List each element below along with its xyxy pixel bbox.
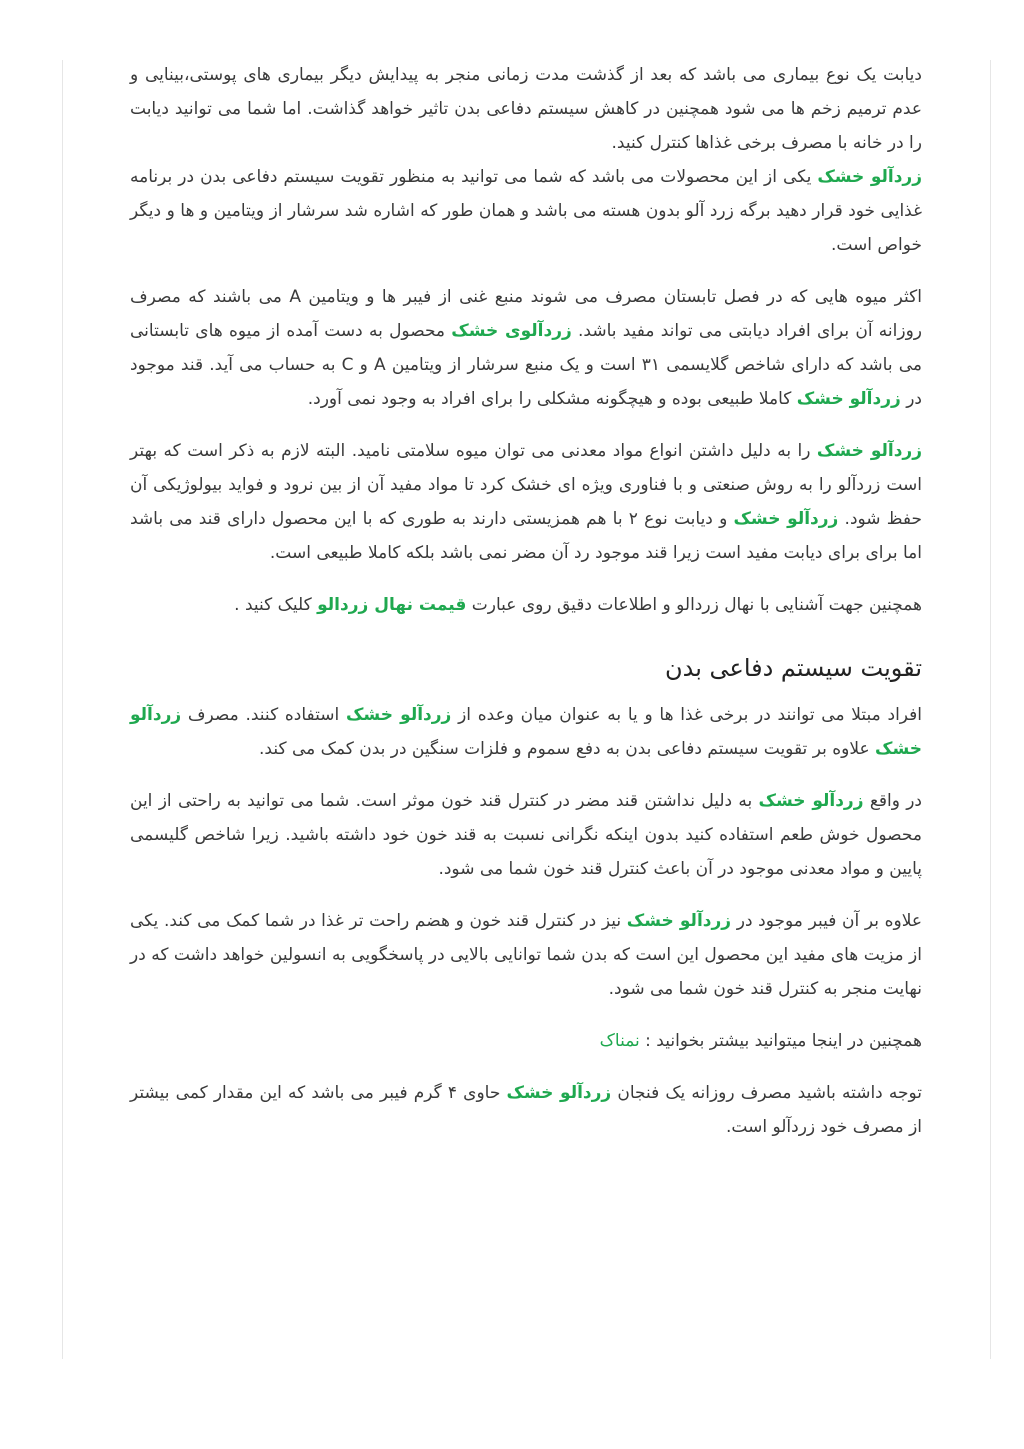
paragraph-text: استفاده کنند. مصرف <box>187 705 340 725</box>
paragraph-read-more <box>130 1024 922 1058</box>
paragraph-text: علاوه بر آن فیبر موجود در <box>736 911 923 931</box>
keyword-highlight: زردآلو خشک <box>345 705 452 725</box>
paragraph-text: علاوه بر تقویت سیستم دفاعی بدن به دفع سموم و فلزات سنگین در بدن کمک می کند. <box>259 739 870 759</box>
paragraph-summer-fruits <box>130 280 922 416</box>
keyword-highlight: زردآلو خشک <box>506 1083 612 1103</box>
paragraph-text: یکی از این محصولات می باشد که شما می توانید به منظور تقویت سیستم دفاعی بدن در برنامه غذایی خود قرار دهید برگه زرد آلو بدون هسته می باشد و همان طور که اشاره شد سرشار از ویتامین و ها و دیگر خواص است. <box>130 167 922 255</box>
paragraph-text: دیابت یک نوع بیماری می باشد که بعد از گذشت مدت زمانی منجر به پیدایش دیگر بیماری های پوستی،بینایی و عدم ترمیم زخم ها می شود همچنین در کاهش سیستم دفاعی بدن تاثیر خواهد گذاشت. اما شما می توانید دیابت را در خانه با مصرف برخی غذاها کنترل کنید. <box>130 65 922 153</box>
keyword-highlight: زردآلوی خشک <box>451 321 572 341</box>
paragraph-text: کلیک کنید . <box>234 595 312 615</box>
paragraph-daily-cup <box>130 1076 922 1144</box>
paragraph-text: همچنین جهت آشنایی با نهال زردالو و اطلاعات دقیق روی عبارت <box>471 595 922 615</box>
content-border-left <box>62 60 63 1359</box>
content-border-right <box>990 60 991 1359</box>
keyword-highlight: زردآلو خشک <box>816 441 922 461</box>
read-more-link[interactable]: نمناک <box>599 1031 640 1051</box>
paragraph-text: توجه داشته باشید مصرف روزانه یک فنجان <box>617 1083 922 1103</box>
keyword-highlight: زردآلو خشک <box>130 705 922 759</box>
paragraph-text: را به دلیل داشتن انواع مواد معدنی می توان میوه سلامتی نامید. البته لازم به ذکر است که بهتر است زردآلو را به روش صنعتی و با فناوری ویژه ای خشک کرد تا مواد مفید آن از بین نرود و فواید بیولوژیکی آن حفظ شود. <box>130 441 922 529</box>
keyword-highlight: زردآلو خشک <box>758 791 864 811</box>
paragraph-text: کاملا طبیعی بوده و هیچگونه مشکلی را برای افراد به وجود نمی آورد. <box>307 389 792 409</box>
keyword-highlight: زردآلو خشک <box>796 389 901 409</box>
paragraph-text: به دلیل نداشتن قند مضر در کنترل قند خون موثر است. شما می توانید به راحتی از این محصول خوش طعم استفاده کنید بدون اینکه نگرانی نسبت به قند خون خود داشته باشید. زیرا شاخص گلیسمی پایین و مواد معدنی موجود در آن باعث کنترل قند خون شما می شود. <box>130 791 922 879</box>
paragraph-text: و دیابت نوع ۲ با هم همزیستی دارند به طوری که با این محصول دارای قند می باشد اما برای برای دیابت مفید است زیرا قند موجود رد آن مضر نمی باشد بلکه کاملا طبیعی است. <box>130 509 922 563</box>
keyword-highlight: زردآلو خشک <box>817 167 923 187</box>
paragraph-health-fruit <box>130 434 922 570</box>
paragraph-text: افراد مبتلا می توانند در برخی غذا ها و یا به عنوان میان وعده از <box>458 705 923 725</box>
keyword-highlight: زردآلو خشک <box>626 911 732 931</box>
paragraph-snack <box>130 698 922 766</box>
paragraph-text: همچنین در اینجا میتوانید بیشتر بخوانید : <box>645 1031 922 1051</box>
keyword-highlight: زردآلو خشک <box>733 509 839 529</box>
article-body <box>130 58 922 1162</box>
paragraph-blood-sugar <box>130 784 922 886</box>
paragraph-text: حاوی ۴ گرم فیبر می باشد که این مقدار کمی بیشتر از مصرف خود زردآلو است. <box>130 1083 922 1137</box>
paragraph-text: نیز در کنترل قند خون و هضم راحت تر غذا در شما کمک می کند. یکی از مزیت های مفید این محصول این است که بدن شما توانایی بالایی در پاسخگویی به انسولین خواهد داشت که در نهایت منجر به کنترل قند خون شما می شود. <box>130 911 922 999</box>
paragraph-text: در واقع <box>869 791 923 811</box>
paragraph-text: اکثر میوه هایی که در فصل تابستان مصرف می شوند منبع غنی از فیبر ها و ویتامین A می باشند که مصرف روزانه آن برای افراد دیابتی می تواند مفید باشد. <box>130 287 922 341</box>
paragraph-diabetes-intro <box>130 58 922 262</box>
section-heading: تقویت سیستم دفاعی بدن <box>664 654 922 682</box>
paragraph-seedling-link <box>130 588 922 622</box>
seedling-price-link[interactable]: قیمت نهال زردالو <box>317 595 467 615</box>
paragraph-text: محصول به دست آمده از میوه های تابستانی می باشد که دارای شاخص گلایسمی ۳۱ است و یک منبع سرشار از ویتامین A و C به حساب می آید. قند موجود در <box>130 321 922 409</box>
paragraph-fiber-insulin <box>130 904 922 1006</box>
